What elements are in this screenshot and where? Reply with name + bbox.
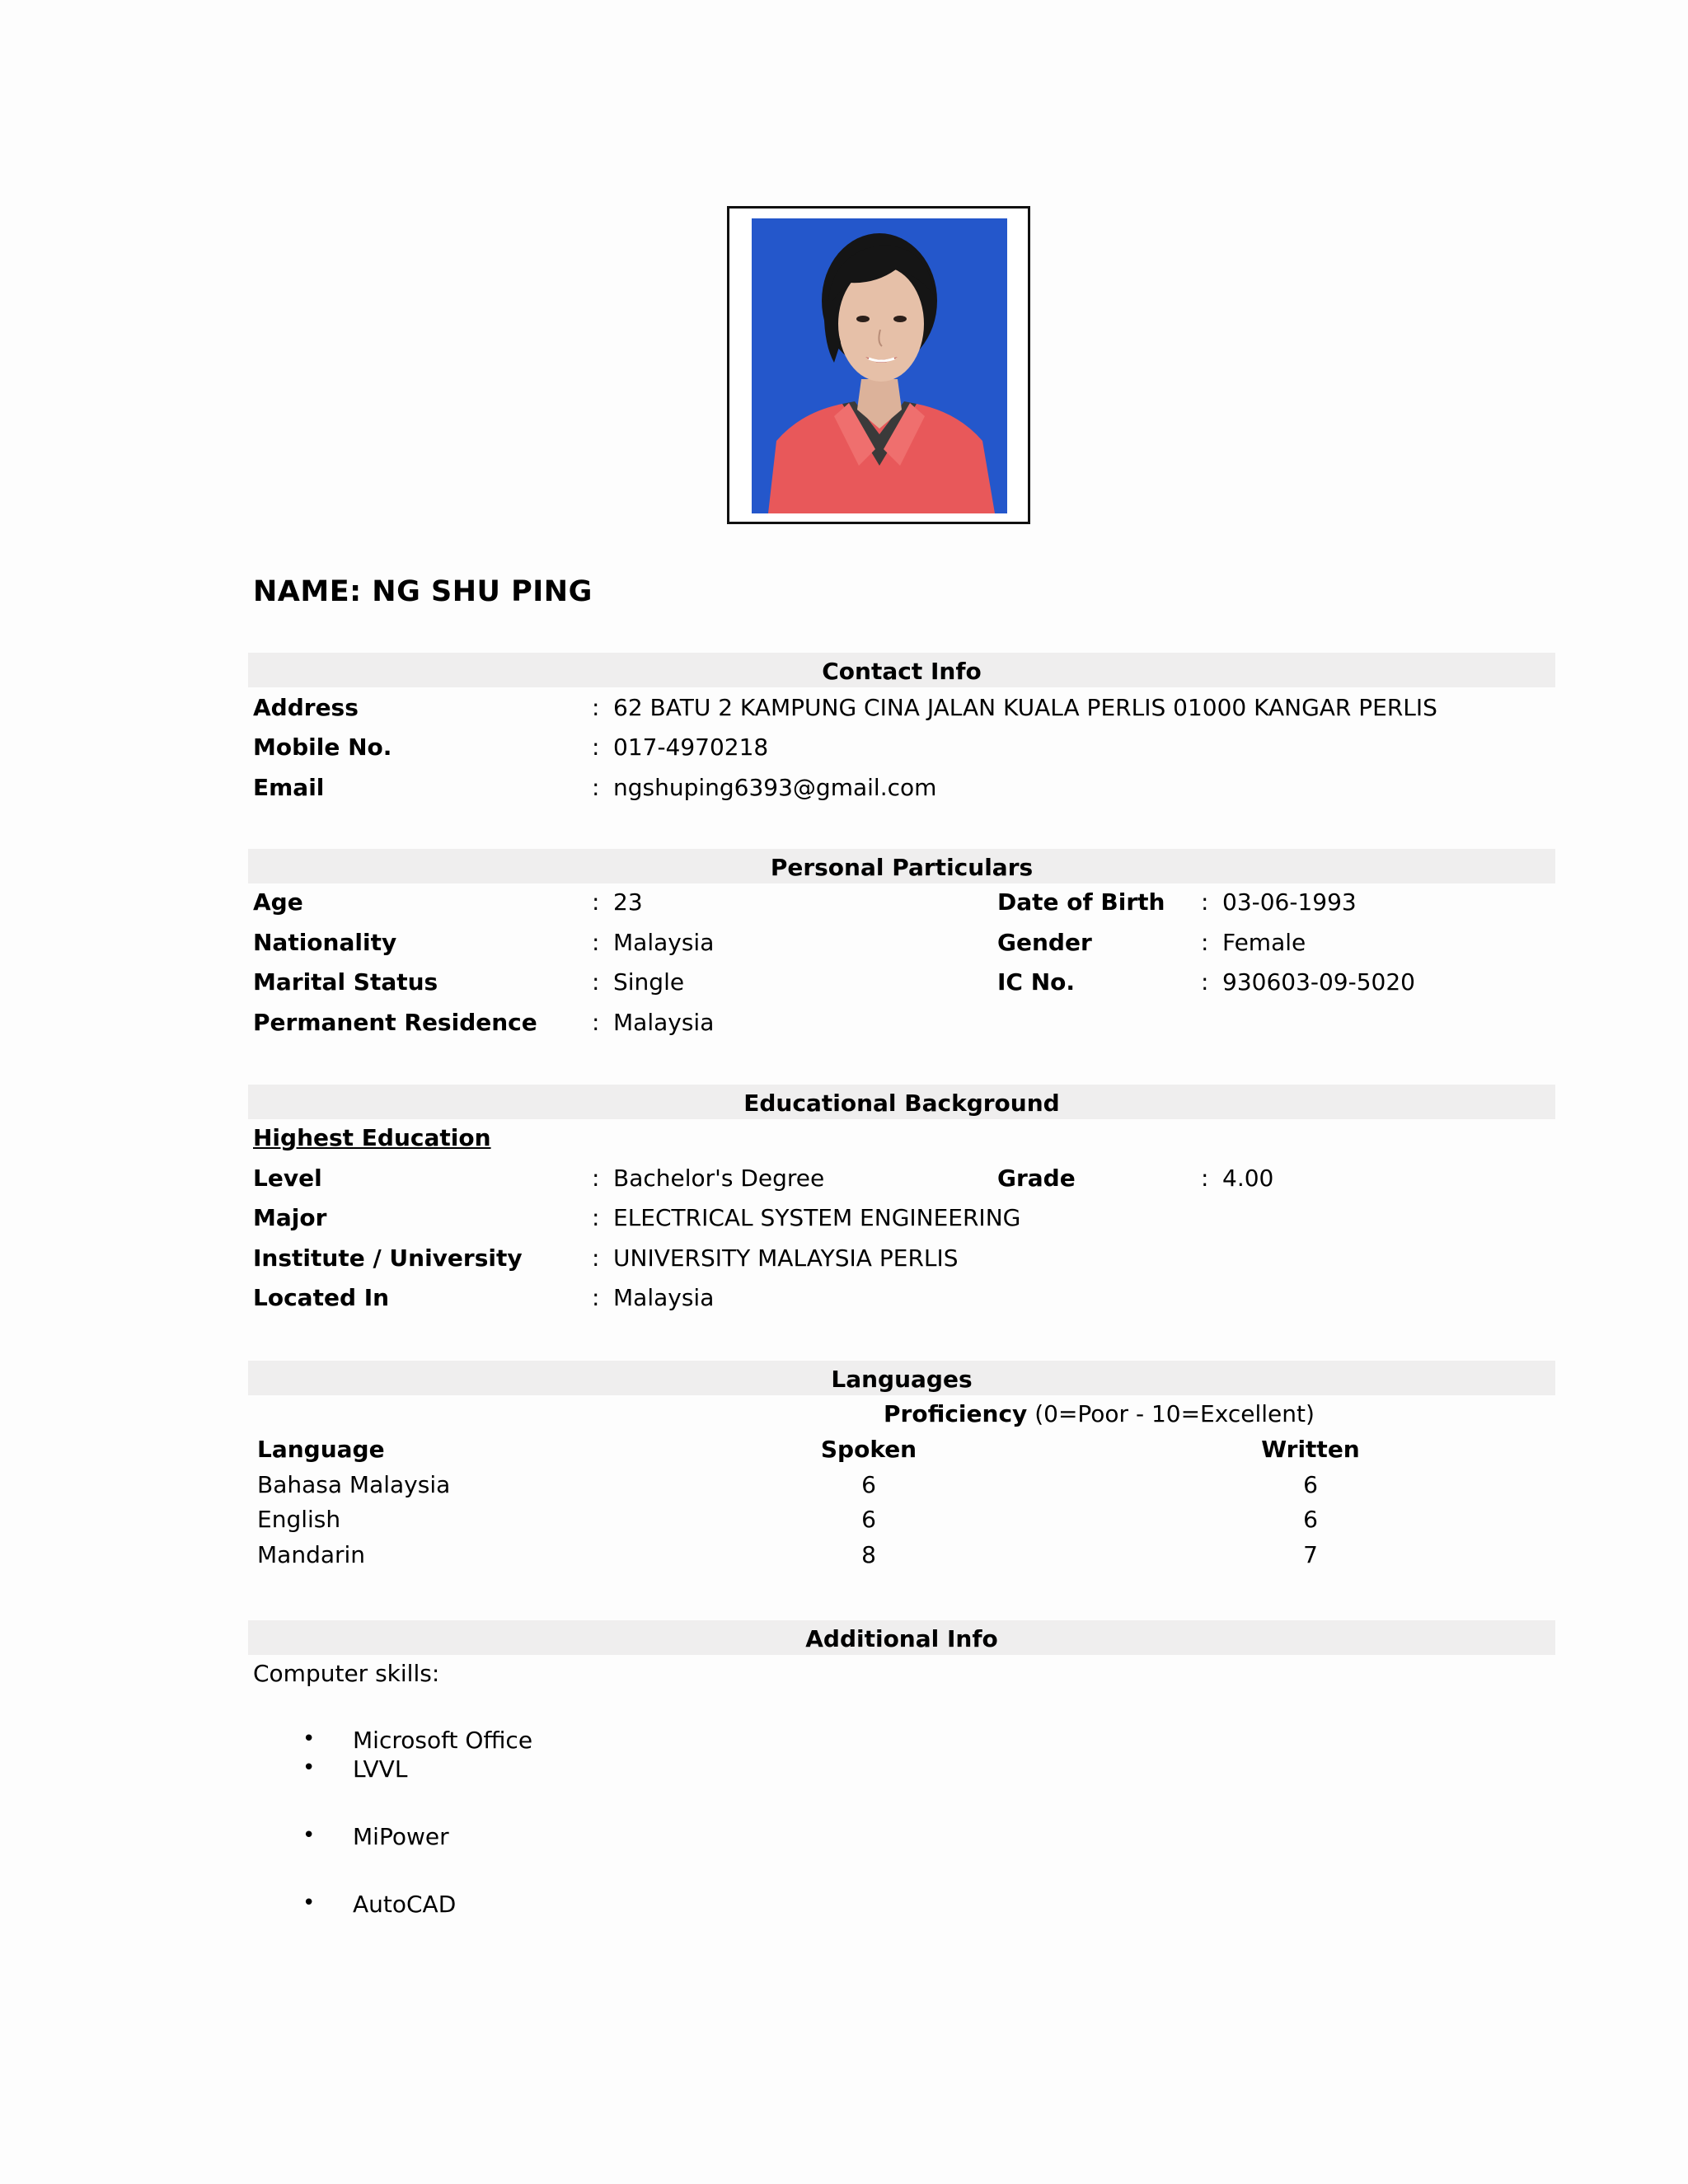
label-ic-no: IC No. (997, 968, 1076, 996)
column-header-spoken: Spoken (820, 1436, 917, 1463)
section-header-additional-info: Additional Info (248, 1620, 1555, 1655)
section-header-personal-particulars: Personal Particulars (248, 849, 1555, 883)
colon: : (592, 1284, 600, 1311)
language-spoken-score: 6 (861, 1506, 876, 1533)
label-level: Level (253, 1165, 322, 1192)
computer-skills-intro: Computer skills: (253, 1660, 440, 1687)
column-header-language: Language (257, 1436, 385, 1463)
value-address: 62 BATU 2 KAMPUNG CINA JALAN KUALA PERLIS 01000 KANGAR PERLIS (613, 694, 1437, 721)
value-ic-no: 930603-09-5020 (1222, 968, 1415, 996)
value-major: ELECTRICAL SYSTEM ENGINEERING (613, 1204, 1021, 1231)
label-date-of-birth: Date of Birth (997, 888, 1165, 916)
value-institute-university: UNIVERSITY MALAYSIA PERLIS (613, 1244, 959, 1272)
label-institute-university: Institute / University (253, 1244, 523, 1272)
label-gender: Gender (997, 929, 1092, 956)
colon: : (592, 888, 600, 916)
language-written-score: 6 (1303, 1471, 1318, 1498)
bullet-icon: • (302, 1891, 316, 1915)
proficiency-label: Proficiency (884, 1400, 1028, 1427)
colon: : (592, 1009, 600, 1036)
portrait-photo (752, 218, 1007, 513)
value-age: 23 (613, 888, 643, 916)
value-mobile-no: 017-4970218 (613, 733, 769, 761)
language-spoken-score: 6 (861, 1471, 876, 1498)
skill-label: AutoCAD (353, 1891, 457, 1918)
label-nationality: Nationality (253, 929, 397, 956)
language-name: English (257, 1506, 341, 1533)
skill-label: MiPower (353, 1823, 449, 1850)
value-gender: Female (1222, 929, 1306, 956)
label-permanent-residence: Permanent Residence (253, 1009, 537, 1036)
colon: : (1201, 968, 1209, 996)
value-grade: 4.00 (1222, 1165, 1274, 1192)
colon: : (592, 1204, 600, 1231)
skill-label: Microsoft Office (353, 1727, 533, 1754)
language-written-score: 7 (1303, 1541, 1318, 1568)
value-nationality: Malaysia (613, 929, 715, 956)
label-mobile-no: Mobile No. (253, 733, 392, 761)
label-age: Age (253, 888, 303, 916)
colon: : (1201, 888, 1209, 916)
language-spoken-score: 8 (861, 1541, 876, 1568)
portrait-illustration (752, 218, 1007, 513)
colon: : (592, 968, 600, 996)
subheading-highest-education: Highest Education (253, 1124, 491, 1151)
colon: : (592, 774, 600, 801)
value-permanent-residence: Malaysia (613, 1009, 715, 1036)
language-written-score: 6 (1303, 1506, 1318, 1533)
label-located-in: Located In (253, 1284, 390, 1311)
language-name: Bahasa Malaysia (257, 1471, 451, 1498)
colon: : (592, 733, 600, 761)
bullet-icon: • (302, 1727, 316, 1751)
bullet-icon: • (302, 1823, 316, 1848)
column-header-written: Written (1261, 1436, 1360, 1463)
proficiency-scale: (0=Poor - 10=Excellent) (1034, 1400, 1315, 1427)
value-email: ngshuping6393@gmail.com (613, 774, 937, 801)
label-address: Address (253, 694, 359, 721)
bullet-icon: • (302, 1755, 316, 1780)
section-header-contact-info: Contact Info (248, 653, 1555, 687)
language-name: Mandarin (257, 1541, 366, 1568)
label-major: Major (253, 1204, 327, 1231)
photo-frame (727, 206, 1030, 524)
label-email: Email (253, 774, 325, 801)
colon: : (592, 1244, 600, 1272)
value-located-in: Malaysia (613, 1284, 715, 1311)
skill-label: LVVL (353, 1755, 408, 1783)
section-header-educational-background: Educational Background (248, 1085, 1555, 1119)
colon: : (592, 1165, 600, 1192)
section-header-languages: Languages (248, 1361, 1555, 1395)
colon: : (592, 694, 600, 721)
value-level: Bachelor's Degree (613, 1165, 825, 1192)
value-date-of-birth: 03-06-1993 (1222, 888, 1357, 916)
colon: : (592, 929, 600, 956)
colon: : (1201, 929, 1209, 956)
label-grade: Grade (997, 1165, 1076, 1192)
proficiency-caption (884, 1400, 1315, 1427)
colon: : (1201, 1165, 1209, 1192)
value-marital-status: Single (613, 968, 685, 996)
candidate-name-heading: NAME: NG SHU PING (253, 575, 593, 608)
label-marital-status: Marital Status (253, 968, 438, 996)
